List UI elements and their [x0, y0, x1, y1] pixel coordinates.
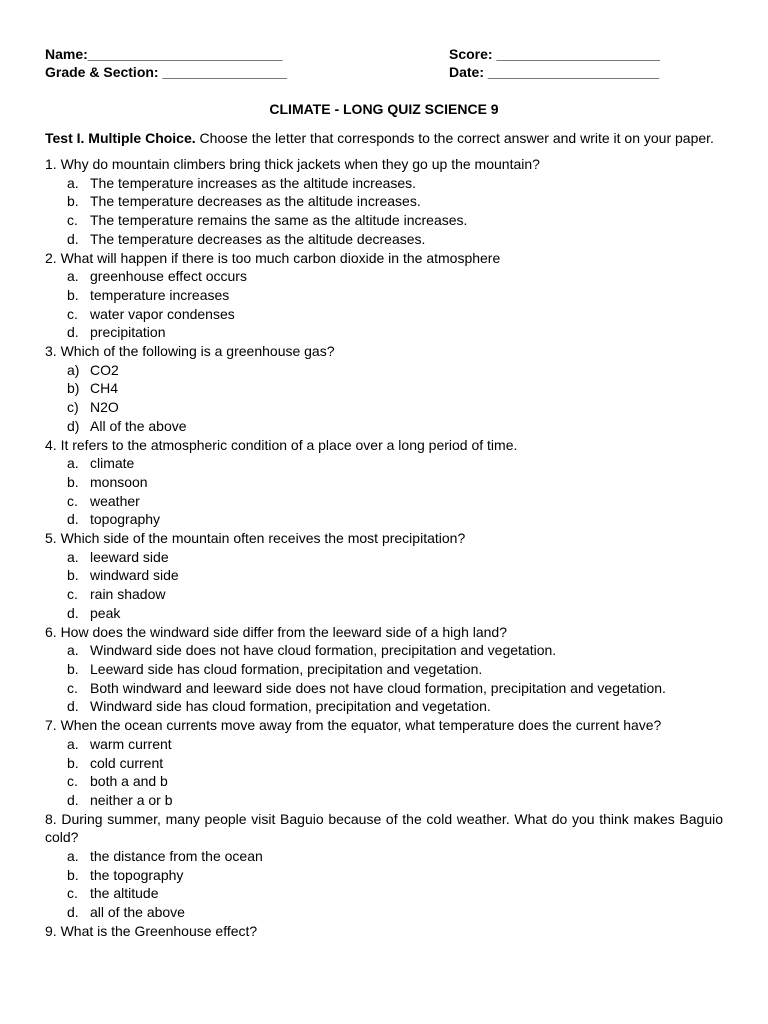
- option-text: The temperature decreases as the altitude increases.: [90, 193, 421, 210]
- option-text: cold current: [90, 754, 164, 771]
- answer-option: [45, 305, 723, 324]
- question-text: 7. When the ocean currents move away from the equator, what temperature does the current have?: [45, 717, 662, 734]
- option-letter: b.: [67, 660, 79, 677]
- question-item: [45, 436, 723, 530]
- option-text: CO2: [90, 361, 119, 378]
- option-letter: a): [67, 361, 80, 378]
- option-letter: d): [67, 417, 80, 434]
- answer-option: [45, 267, 723, 286]
- option-text: the topography: [90, 866, 184, 883]
- answer-option: [45, 398, 723, 417]
- option-text: topography: [90, 511, 161, 528]
- option-letter: a.: [67, 174, 79, 191]
- option-text: the altitude: [90, 885, 159, 902]
- answer-option: [45, 473, 723, 492]
- question-text: 2. What will happen if there is too much carbon dioxide in the atmosphere: [45, 249, 501, 266]
- grade-section-field: Grade & Section: ________________: [45, 64, 288, 80]
- question-item: [45, 922, 723, 941]
- answer-option: [45, 211, 723, 230]
- option-letter: d.: [67, 604, 79, 621]
- question-item: [45, 342, 723, 436]
- option-letter: a.: [67, 548, 79, 565]
- option-text: precipitation: [90, 324, 166, 341]
- option-text: All of the above: [90, 417, 187, 434]
- option-text: N2O: [90, 399, 119, 416]
- option-letter: a.: [67, 268, 79, 285]
- question-text: 9. What is the Greenhouse effect?: [45, 922, 258, 939]
- option-text: The temperature increases as the altitude increases.: [90, 174, 417, 191]
- answer-option: [45, 585, 723, 604]
- option-letter: c.: [67, 305, 78, 322]
- option-letter: d.: [67, 324, 79, 341]
- date-field: Date: ______________________: [449, 64, 660, 80]
- question-list: [45, 155, 723, 941]
- option-text: water vapor condenses: [90, 305, 235, 322]
- answer-option: [45, 772, 723, 791]
- option-letter: c.: [67, 492, 78, 509]
- question-item: [45, 810, 723, 922]
- option-letter: b.: [67, 567, 79, 584]
- answer-option: [45, 230, 723, 249]
- option-letter: b): [67, 380, 80, 397]
- answer-option: [45, 660, 723, 679]
- option-text: monsoon: [90, 473, 148, 490]
- answer-option: [45, 379, 723, 398]
- option-letter: d.: [67, 230, 79, 247]
- option-text: climate: [90, 455, 135, 472]
- answer-option: [45, 192, 723, 211]
- option-letter: b.: [67, 866, 79, 883]
- option-text: CH4: [90, 380, 119, 397]
- option-text: all of the above: [90, 904, 185, 921]
- option-text: temperature increases: [90, 286, 230, 303]
- question-text: 8. During summer, many people visit Baguio because of the cold weather. What do you think makes Baguio cold?: [45, 810, 723, 846]
- answer-option: [45, 754, 723, 773]
- answer-option: [45, 903, 723, 922]
- option-letter: a.: [67, 848, 79, 865]
- option-letter: a.: [67, 735, 79, 752]
- option-letter: b.: [67, 754, 79, 771]
- question-text: 6. How does the windward side differ from the leeward side of a high land?: [45, 623, 508, 640]
- answer-option: [45, 174, 723, 193]
- option-letter: c.: [67, 212, 78, 229]
- option-letter: c.: [67, 586, 78, 603]
- test-label: Test I. Multiple Choice.: [45, 130, 196, 146]
- option-text: The temperature remains the same as the altitude increases.: [90, 212, 468, 229]
- answer-option: [45, 417, 723, 436]
- answer-option: [45, 286, 723, 305]
- answer-option: [45, 566, 723, 585]
- option-letter: a.: [67, 455, 79, 472]
- option-letter: c.: [67, 679, 78, 696]
- question-text: 4. It refers to the atmospheric condition of a place over a long period of time.: [45, 436, 518, 453]
- answer-option: [45, 454, 723, 473]
- option-text: Leeward side has cloud formation, precipitation and vegetation.: [90, 660, 483, 677]
- option-text: the distance from the ocean: [90, 848, 263, 865]
- question-item: [45, 529, 723, 623]
- option-text: The temperature decreases as the altitude decreases.: [90, 230, 426, 247]
- option-text: windward side: [90, 567, 179, 584]
- option-text: Windward side has cloud formation, precipitation and vegetation.: [90, 698, 491, 715]
- answer-option: [45, 492, 723, 511]
- answer-option: [45, 735, 723, 754]
- option-letter: d.: [67, 511, 79, 528]
- question-text: 3. Which of the following is a greenhouse gas?: [45, 343, 335, 360]
- option-letter: b.: [67, 473, 79, 490]
- quiz-title: CLIMATE - LONG QUIZ SCIENCE 9: [269, 101, 499, 117]
- answer-option: [45, 510, 723, 529]
- option-text: Windward side does not have cloud formation, precipitation and vegetation.: [90, 642, 557, 659]
- option-letter: d.: [67, 698, 79, 715]
- question-item: [45, 716, 723, 810]
- option-letter: c.: [67, 773, 78, 790]
- answer-option: [45, 884, 723, 903]
- question-text: 5. Which side of the mountain often receives the most precipitation?: [45, 530, 466, 547]
- option-text: rain shadow: [90, 586, 166, 603]
- option-text: leeward side: [90, 548, 169, 565]
- option-letter: b.: [67, 193, 79, 210]
- question-item: [45, 623, 723, 717]
- option-text: Both windward and leeward side does not have cloud formation, precipitation and vegetation.: [90, 679, 666, 696]
- option-letter: c): [67, 399, 79, 416]
- answer-option: [45, 697, 723, 716]
- answer-option: [45, 679, 723, 698]
- option-text: neither a or b: [90, 791, 173, 808]
- name-field: Name:_________________________: [45, 46, 283, 62]
- option-letter: c.: [67, 885, 78, 902]
- answer-option: [45, 323, 723, 342]
- option-letter: a.: [67, 642, 79, 659]
- answer-option: [45, 791, 723, 810]
- option-text: both a and b: [90, 773, 168, 790]
- question-item: [45, 249, 723, 343]
- option-letter: b.: [67, 286, 79, 303]
- answer-option: [45, 847, 723, 866]
- instructions-text: Choose the letter that corresponds to the correct answer and write it on your paper.: [195, 130, 714, 146]
- test-instructions: [45, 130, 735, 146]
- option-letter: d.: [67, 791, 79, 808]
- answer-option: [45, 361, 723, 380]
- option-letter: d.: [67, 904, 79, 921]
- answer-option: [45, 604, 723, 623]
- question-item: [45, 155, 723, 249]
- score-field: Score: _____________________: [449, 46, 660, 62]
- option-text: peak: [90, 604, 121, 621]
- option-text: weather: [90, 492, 140, 509]
- option-text: greenhouse effect occurs: [90, 268, 247, 285]
- question-text: 1. Why do mountain climbers bring thick jackets when they go up the mountain?: [45, 156, 540, 172]
- option-text: warm current: [90, 735, 172, 752]
- answer-option: [45, 641, 723, 660]
- answer-option: [45, 866, 723, 885]
- answer-option: [45, 548, 723, 567]
